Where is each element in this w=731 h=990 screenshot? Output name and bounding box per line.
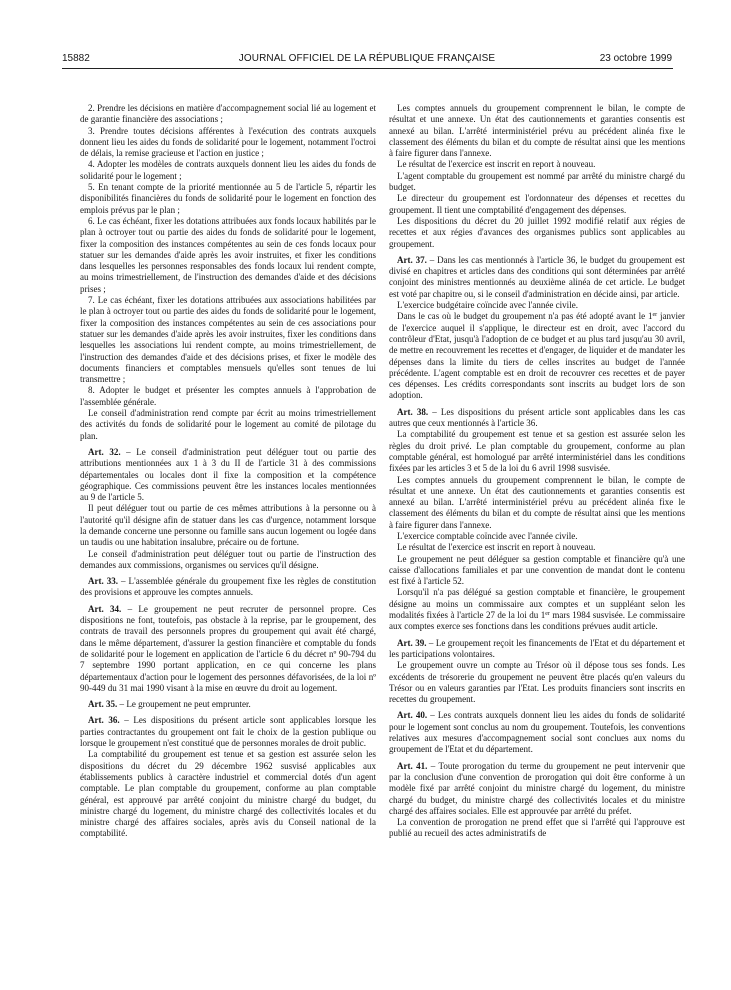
paragraph	[80, 182, 376, 216]
article-number: Art. 37.	[397, 254, 427, 265]
article-paragraph	[389, 255, 685, 300]
paragraph-text: 4. Adopter les modèles de contrats auxquels donnent lieu les aides du fonds de solidarité pour le logement ;	[80, 159, 376, 181]
article-paragraph	[80, 576, 376, 599]
paragraph	[389, 531, 685, 542]
paragraph	[80, 103, 376, 126]
paragraph	[389, 311, 685, 401]
left-column	[80, 103, 376, 968]
paragraph-text: Le groupement ne peut déléguer sa gestion comptable et financière qu'à une caisse d'allocations familiales et par une convention de mandat dont le contenu est fixé à l'article 52.	[389, 553, 685, 587]
paragraph-text: 2. Prendre les décisions en matière d'accompagnement social lié au logement et de garantie financière des associations ;	[80, 103, 376, 125]
paragraph-text: La convention de prorogation ne prend effet que si l'arrêté qui l'approuve est publié au recueil des actes administratifs de	[389, 817, 685, 839]
paragraph-text: 5. En tenant compte de la priorité mentionnée au 5 de l'article 5, répartir les disponibilités financières du fonds de solidarité pour le logement en fonction des emplois prévus par le plan ;	[80, 182, 376, 215]
paragraph-text: – Le groupement reçoit les financements de l'Etat et du département et les participations volontaires.	[389, 637, 685, 659]
paragraph-text: Les comptes annuels du groupement comprennent le bilan, le compte de résultat et une annexe. Un état des cautionnements et garanties consentis est annexé au bilan. L'arrêté interministériel prévu au précédent alinéa fixe le classement des éléments du bilan et du compte de résultat ainsi que les mentions à faire figurer dans l'annexe.	[389, 474, 685, 530]
article-number: Art. 36.	[88, 715, 120, 726]
paragraph-text: Les dispositions du décret du 20 juillet 1992 modifié relatif aux régies de recettes et aux régies d'avances des organismes publics sont applicables au groupement.	[389, 215, 685, 249]
right-column	[389, 103, 685, 968]
article-number: Art. 38.	[397, 406, 429, 417]
paragraph-text: Le directeur du groupement est l'ordonnateur des dépenses et recettes du groupement. Il tient une comptabilité d'engagement des dépenses.	[389, 193, 685, 215]
paragraph	[389, 300, 685, 311]
paragraph	[80, 408, 376, 442]
paragraph-text: 8. Adopter le budget et présenter les comptes annuels à l'approbation de l'assemblée générale.	[80, 385, 376, 407]
paragraph	[80, 295, 376, 385]
article-paragraph	[80, 447, 376, 503]
paragraph	[80, 126, 376, 160]
article-number: Art. 34.	[88, 603, 122, 614]
paragraph	[389, 475, 685, 531]
paragraph	[389, 216, 685, 250]
paragraph-text: – L'assemblée générale du groupement fixe les règles de constitution des provisions et approuve les comptes annuels.	[80, 576, 376, 598]
superscript: er	[652, 312, 658, 319]
paragraph-text: – Dans les cas mentionnés à l'article 36, le budget du groupement est divisé en chapitres et articles dans des conditions qui sont déterminées par arrêté conjoint des ministres mentionnés au deuxième alinéa de cet article. Le budget est voté par chapitre ou, si le conseil d'administration en décide ainsi, par article.	[389, 254, 685, 299]
page-header	[62, 53, 672, 69]
paragraph	[389, 817, 685, 840]
article-paragraph	[389, 710, 685, 755]
paragraph	[80, 503, 376, 548]
paragraph-text: Le résultat de l'exercice est inscrit en report à nouveau.	[397, 542, 596, 553]
paragraph	[389, 159, 685, 170]
paragraph-text: L'agent comptable du groupement est nommé par arrêté du ministre chargé du budget.	[389, 170, 685, 193]
article-number: Art. 40.	[397, 710, 428, 721]
article-paragraph	[80, 604, 376, 694]
paragraph-text: – Le conseil d'administration peut déléguer tout ou partie des attributions mentionnées aux 1 à 3 du II de l'article 31 à des commissions départementales ou locales dont il fixe la composition et la compétence géographique. Ces commissions peuvent être les instances locales mentionnées au 9 de l'article 5.	[80, 446, 376, 503]
paragraph-text: janvier de l'exercice auquel il s'applique, le directeur est en droit, avec l'accord du contrôleur d'Etat, jusqu'à l'adoption de ce budget et au plus tard jusqu'au 30 avril, de mettre en recouvrement les recettes et d'engager, de liquider et de mandater les dépenses dans la limite du tiers de celles inscrites au budget de l'année précédente. L'agent comptable est en droit de recouvrer ces recettes et de payer ces dépenses. Les crédits correspondants sont inscrits au budget lors de son adoption.	[389, 311, 685, 401]
paragraph-text: L'exercice budgétaire coïncide avec l'année civile.	[397, 300, 578, 311]
journal-title: JOURNAL OFFICIEL DE LA RÉPUBLIQUE FRANÇAISE	[238, 53, 496, 64]
paragraph-text: Le groupement ouvre un compte au Trésor où il dépose tous ses fonds. Les excédents de trésorerie du groupement ne peuvent être placés qu'en valeurs du Trésor ou en valeurs garanties par l'Etat. Les produits financiers sont inscrits en recettes du groupement.	[389, 660, 685, 705]
article-paragraph	[389, 407, 685, 430]
paragraph	[80, 385, 376, 408]
article-paragraph	[389, 761, 685, 817]
paragraph-text: Les comptes annuels du groupement comprennent le bilan, le compte de résultat et une annexe. Un état des cautionnements et garanties consentis est annexé au bilan. L'arrêté interministériel prévu au précédent alinéa fixe le classement des éléments du bilan et du compte de résultat ainsi que les mentions à faire figurer dans l'annexe.	[389, 103, 685, 159]
article-paragraph	[80, 699, 376, 710]
paragraph	[80, 749, 376, 839]
paragraph-text: Dans le cas où le budget du groupement n'a pas été adopté avant le 1	[397, 311, 653, 322]
paragraph	[80, 216, 376, 295]
superscript: er	[545, 611, 550, 618]
paragraph-text: 3. Prendre toutes décisions afférentes à l'exécution des contrats auxquels donnent lieu les aides du fonds de solidarité pour le logement, notamment l'octroi de délais, la remise gracieuse et l'action en justice ;	[80, 125, 376, 159]
paragraph	[389, 193, 685, 216]
paragraph-text: Il peut déléguer tout ou partie de ces mêmes attributions à la personne ou à l'autorité qu'il désigne afin de statuer dans les cas d'urgence, notamment lorsque la demande concerne une personne ou famille sans aucun logement ou logée dans un taudis ou une habitation insalubre, précaire ou de fortune.	[80, 503, 376, 548]
paragraph-text: L'exercice comptable coïncide avec l'année civile.	[397, 530, 578, 541]
paragraph	[80, 549, 376, 572]
paragraph	[389, 554, 685, 588]
paragraph-text: mars 1984 susvisée. Le commissaire aux comptes exerce ses fonctions dans les conditions prévues audit article.	[389, 610, 685, 632]
paragraph-text: 6. Le cas échéant, fixer les dotations attribuées aux fonds locaux habilités par le plan à octroyer tout ou partie des aides du fonds de solidarité pour le logement, fixer la composition des instances compétentes au sein de ces fonds locaux pour statuer sur les demandes d'aide après les avoir instruites, et fixer les conditions dans lesquelles les personnes responsables des fonds locaux lui rendent compte, au moins trimestriellement, de l'instruction des demandes d'aide et des décisions prises ;	[80, 215, 376, 294]
paragraph	[80, 159, 376, 182]
paragraph-text: Lorsqu'il n'a pas délégué sa gestion comptable et financière, le groupement désigne au moins un commissaire aux comptes et un suppléant selon les modalités fixées à l'article 27 de la loi du 1	[389, 587, 685, 621]
article-number: Art. 35.	[88, 699, 118, 710]
paragraph	[389, 103, 685, 159]
paragraph-text: La comptabilité du groupement est tenue et sa gestion est assurée selon les dispositions du décret du 29 décembre 1962 susvisé applicables aux établissements publics à caractère industriel et commercial dotés d'un agent comptable. Le plan comptable du groupement, conforme au plan comptable général, est approuvé par arrêté conjoint du ministre chargé du budget, du ministre chargé du logement, du ministre chargé des collectivités locales et du ministre chargé des affaires sociales, après avis du Conseil national de la comptabilité.	[80, 749, 376, 839]
paragraph-text: Le conseil d'administration rend compte par écrit au moins trimestriellement des activités du fonds de solidarité pour le logement au comité de pilotage du plan.	[80, 408, 376, 441]
paragraph-text: La comptabilité du groupement est tenue et sa gestion est assurée selon les règles du droit privé. Le plan comptable du groupement, conforme au plan comptable général, est homologué par arrêté interministériel dans les conditions fixées par les articles 3 et 5 de la loi du 6 avril 1998 susvisée.	[389, 429, 685, 474]
article-number: Art. 41.	[397, 760, 428, 771]
article-paragraph	[80, 715, 376, 749]
paragraph-text: – Les dispositions du présent article sont applicables dans les cas autres que ceux mentionnés à l'article 36.	[389, 406, 685, 429]
paragraph	[389, 587, 685, 632]
article-number: Art. 39.	[397, 637, 427, 648]
paragraph-text: – Les contrats auxquels donnent lieu les aides du fonds de solidarité pour le logement sont conclus au nom du groupement. Toutefois, les conventions relatives aux mesures d'accompagnement social sont conclues aux noms du groupement de l'Etat et du département.	[389, 710, 685, 755]
page-number: 15882	[62, 53, 90, 64]
paragraph	[389, 429, 685, 474]
paragraph-text: – Les dispositions du présent article sont applicables lorsque les parties contractantes du groupement ont fait le choix de la gestion publique ou lorsque le groupement n'est constitué que de personnes morales de droit public.	[80, 715, 376, 749]
header-rule	[62, 68, 673, 69]
paragraph	[389, 171, 685, 194]
article-number: Art. 32.	[88, 446, 121, 457]
paragraph	[389, 542, 685, 553]
paragraph-text: 7. Le cas échéant, fixer les dotations attribuées aux associations habilitées par le plan à octroyer tout ou partie des aides du fonds de solidarité pour le logement, fixer la composition des instances compétentes au sein de ces associations pour statuer sur les demandes d'aide après les avoir instruites, fixer les conditions dans lesquelles les associations lui rendent compte, au moins trimestriellement, de l'instruction des demandes d'aide et des décisions prises, et fixer le modèle des documents financiers et comptables mensuels qu'elles sont tenues de lui transmettre ;	[80, 295, 376, 385]
paragraph-text: Le conseil d'administration peut déléguer tout ou partie de l'instruction des demandes aux commissions, organismes ou services qu'il désigne.	[80, 548, 376, 570]
paragraph-text: – Toute prorogation du terme du groupement ne peut intervenir que par la conclusion d'une convention de prorogation qui doit être conforme à un modèle fixé par arrêté conjoint du ministre chargé du logement, du ministre chargé du budget, du ministre chargé des collectivités locales et du ministre chargé des affaires sociales. Elle est approuvée par arrêté du préfet.	[389, 760, 685, 816]
paragraph-text: – Le groupement ne peut emprunter.	[117, 699, 251, 710]
paragraph-text: Le résultat de l'exercice est inscrit en report à nouveau.	[397, 159, 596, 170]
article-paragraph	[389, 638, 685, 661]
paragraph-text: – Le groupement ne peut recruter de personnel propre. Ces dispositions ne font, toutefois, pas obstacle à la reprise, par le groupement, des contrats de travail des personnels propres du groupement qui avait été chargé, dans le même département, d'assurer la gestion financière et comptable du fonds de solidarité pour le logement en application de l'article 6 du décret nº 90-794 du 7 septembre 1990 portant application, en ce qui concerne les plans départementaux d'action pour le logement des personnes défavorisées, de la loi nº 90-449 du 31 mai 1990 visant à la mise en œuvre du droit au logement.	[80, 603, 376, 693]
paragraph	[389, 660, 685, 705]
publication-date: 23 octobre 1999	[599, 53, 672, 64]
article-number: Art. 33.	[88, 576, 119, 587]
